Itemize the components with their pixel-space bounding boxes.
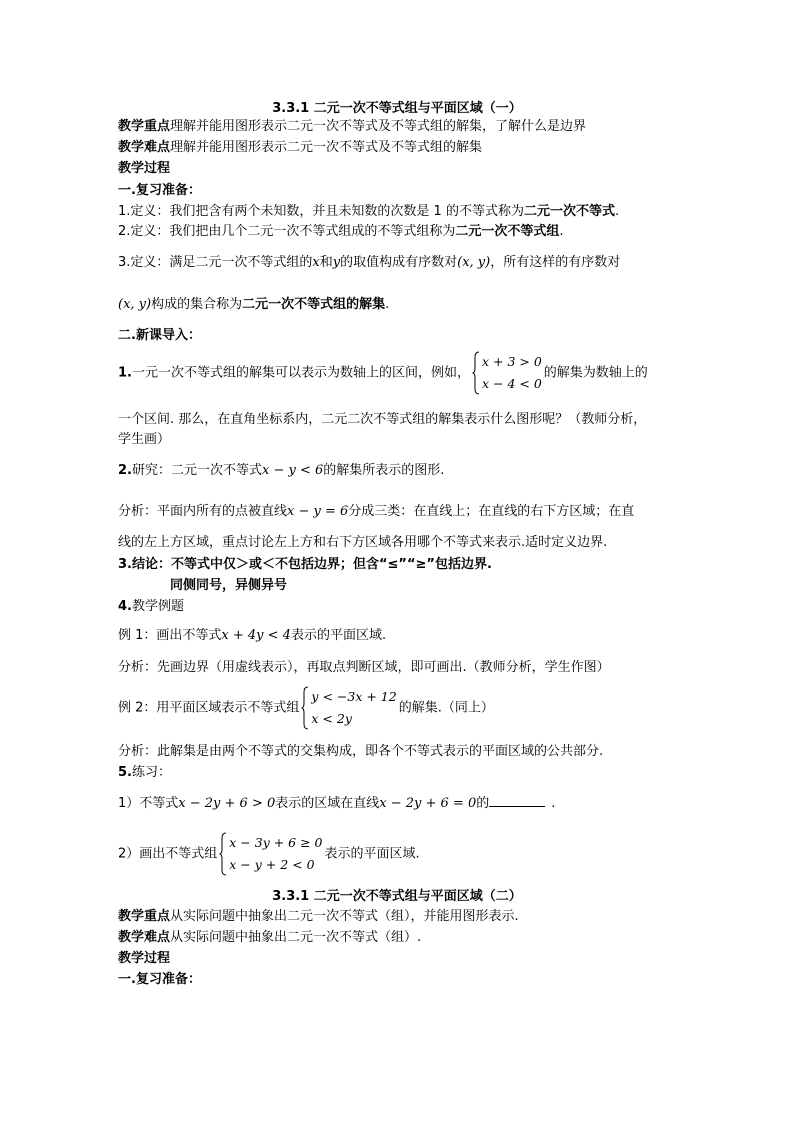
definition-3-text: 3.定义：满足二元一次不等式组的: [118, 255, 313, 270]
definition-3: [118, 254, 620, 272]
teaching-difficulty-label: 教学难点: [118, 140, 171, 155]
item-2-end: 的解集所表示的图形.: [323, 463, 445, 478]
teaching-difficulty-text: 从实际问题中抽象出二元一次不等式（组）.: [170, 930, 422, 945]
inequality-expression: x − y < 6: [262, 463, 324, 478]
definition-1-text: 1.定义：我们把含有两个未知数，并且未知数的次数是 1 的不等式称为: [118, 204, 524, 219]
item-1-end: 的解集为数轴上的: [543, 365, 648, 381]
teaching-process-heading-2: 教学过程: [118, 951, 171, 966]
conclusion-rule: 同侧同号，异侧异号: [170, 578, 288, 593]
item-1-text: 一元一次不等式组的解集可以表示为数轴上的区间，例如，: [131, 365, 470, 381]
new-lesson-item-2: [118, 462, 444, 480]
system-row-2: x − 4 < 0: [482, 376, 542, 391]
analysis-1-line-2: 线的左上方区域，重点讨论左上方和右下方区域各用哪个不等式来表示.适时定义边界.: [118, 535, 608, 550]
practice-1-end: .: [551, 796, 556, 811]
var-y: y: [332, 255, 341, 270]
teaching-focus-2: [118, 908, 519, 926]
definition-1-end: .: [614, 204, 620, 219]
practice-1-of: 的: [476, 796, 490, 811]
item-number: 1.: [118, 365, 132, 381]
teaching-focus-text: 从实际问题中抽象出二元一次不等式（组），并能用图形表示.: [170, 909, 519, 924]
review-heading: 一.复习准备：: [118, 183, 201, 198]
line-expression: x − y = 6: [287, 504, 349, 519]
teaching-examples-heading: [118, 598, 184, 616]
practice-1-mid: 表示的区域在直线: [275, 796, 380, 811]
practice-2-text: 2）画出不等式组: [118, 846, 218, 862]
definition-3-continued: [118, 296, 389, 314]
definition-1-term: 二元一次不等式: [523, 204, 615, 219]
definition-3-end: ，所有这样的有序数对: [490, 255, 621, 270]
item-number: 3.: [118, 557, 132, 572]
analysis-1-end: 分成三类：在直线上；在直线的右下方区域；在直: [348, 504, 635, 519]
example-1-analysis: 分析：先画边界（用虚线表示），再取点判断区域，即可画出.（教师分析，学生作图）: [118, 660, 610, 675]
definition-3-and: 和: [319, 255, 333, 270]
var-x: x: [312, 255, 320, 270]
system-row-1: x − 3y + 6 ≥ 0: [229, 835, 323, 850]
item-number: 4.: [118, 599, 132, 614]
item-number: 5.: [118, 765, 132, 780]
ordered-pair: (x, y): [457, 255, 491, 270]
example-2-end: 的解集.（同上）: [398, 700, 494, 716]
definition-1: [118, 203, 619, 221]
system-row-2: x − y + 2 < 0: [229, 857, 315, 872]
ordered-pair: (x, y): [118, 297, 152, 312]
teaching-process-heading-1: 教学过程: [118, 161, 171, 176]
analysis-1-text: 分析：平面内所有的点被直线: [118, 504, 288, 519]
practice-2: [118, 832, 420, 876]
teaching-difficulty-1: [118, 139, 482, 157]
definition-3-mid: 的取值构成有序数对: [340, 255, 458, 270]
item-number: 2.: [118, 463, 132, 478]
teaching-focus-label: 教学重点: [118, 119, 171, 134]
new-lesson-heading: 二.新课导入：: [118, 328, 201, 343]
conclusion: [118, 556, 492, 574]
example-1-text: 例 1：画出不等式: [118, 628, 222, 643]
teaching-focus-1: [118, 118, 586, 136]
example-2-text: 例 2：用平面区域表示不等式组: [118, 700, 300, 716]
definition-2-end: .: [559, 224, 564, 239]
lesson-title-1: 3.3.1 二元一次不等式组与平面区域（一）: [272, 101, 522, 116]
left-brace-icon: [219, 832, 227, 876]
practice-1-text: 1）不等式: [118, 796, 179, 811]
definition-3b-text: 构成的集合称为: [151, 297, 243, 312]
inequality-system: [472, 351, 542, 395]
definition-2-term: 二元一次不等式组: [455, 224, 560, 239]
definition-3b-end: .: [385, 297, 390, 312]
teaching-difficulty-2: [118, 929, 421, 947]
example-2-analysis: 分析：此解集是由两个不等式的交集构成，即各个不等式表示的平面区域的公共部分.: [118, 744, 604, 759]
lesson-title-2: 3.3.1 二元一次不等式组与平面区域（二）: [272, 889, 522, 904]
definition-3b-term: 二元一次不等式组的解集: [242, 297, 386, 312]
definition-2: [118, 223, 564, 241]
answer-blank: [489, 794, 545, 807]
system-row-2: x < 2y: [311, 711, 352, 726]
teaching-difficulty-label: 教学难点: [118, 930, 171, 945]
inequality-system: [301, 686, 396, 730]
analysis-1: [118, 503, 634, 521]
example-1: [118, 627, 386, 645]
example-1-end: 表示的平面区域.: [290, 628, 387, 643]
practice-text: 练习：: [131, 765, 171, 780]
inequality-system: [219, 832, 322, 876]
system-row-1: x + 3 > 0: [482, 354, 542, 369]
new-lesson-item-1-line-3: 学生画）: [118, 432, 171, 447]
line-expression: x − 2y + 6 = 0: [379, 796, 477, 811]
inequality-expression: x − 2y + 6 > 0: [178, 796, 276, 811]
left-brace-icon: [472, 351, 480, 395]
system-row-1: y < −3x + 12: [311, 689, 397, 704]
practice-heading: [118, 764, 171, 782]
review-heading-2: 一.复习准备：: [118, 972, 201, 987]
teaching-focus-label: 教学重点: [118, 909, 171, 924]
example-2: [118, 686, 494, 730]
inequality-expression: x + 4y < 4: [221, 628, 291, 643]
conclusion-text: 不等式中仅＞或＜不包括边界；但含“≤”“≥”包括边界.: [171, 557, 492, 572]
conclusion-label: 结论：: [131, 557, 171, 572]
item-2-text: 研究：二元一次不等式: [131, 463, 262, 478]
new-lesson-item-1: [118, 351, 648, 395]
practice-2-end: 表示的平面区域.: [324, 846, 420, 862]
teaching-examples-text: 教学例题: [131, 599, 184, 614]
new-lesson-item-1-line-2: 一个区间. 那么，在直角坐标系内，二元二次不等式组的解集表示什么图形呢？（教师分析，: [118, 412, 647, 427]
teaching-difficulty-text: 理解并能用图形表示二元一次不等式及不等式组的解集: [170, 140, 483, 155]
definition-2-text: 2.定义：我们把由几个二元一次不等式组成的不等式组称为: [118, 224, 456, 239]
left-brace-icon: [301, 686, 309, 730]
teaching-focus-text: 理解并能用图形表示二元一次不等式及不等式组的解集，了解什么是边界: [170, 119, 587, 134]
practice-1: [118, 794, 555, 813]
